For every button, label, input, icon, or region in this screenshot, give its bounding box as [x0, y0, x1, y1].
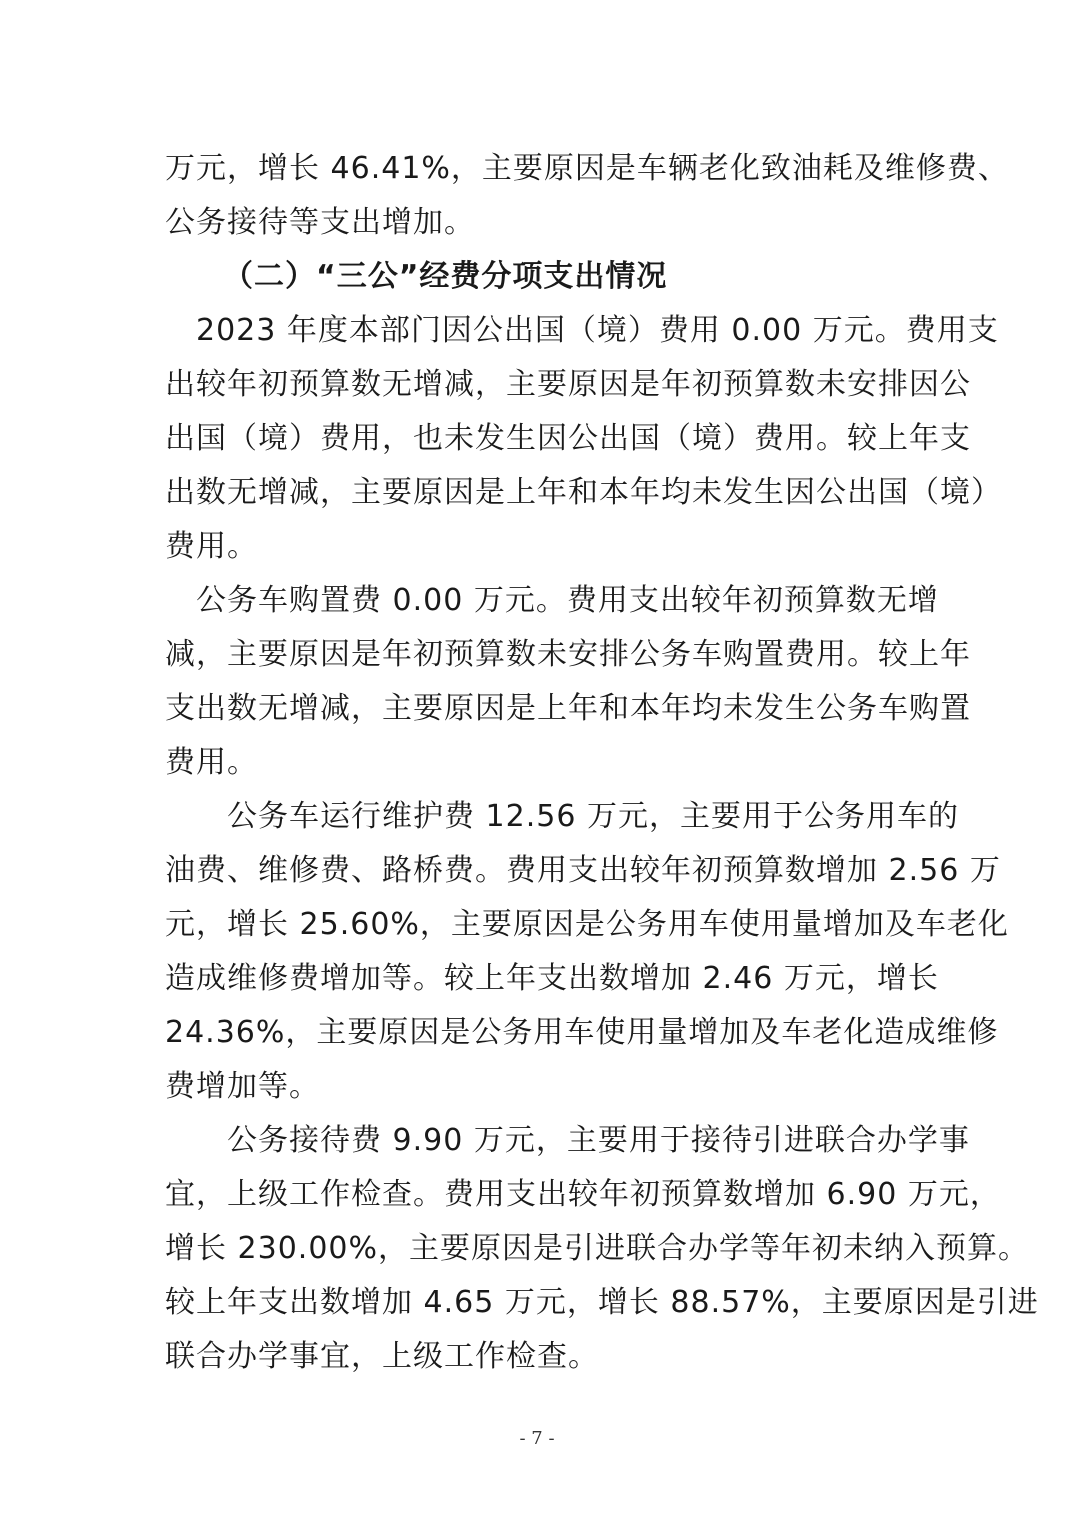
- text-line: 公务接待费 9.90 万元，主要用于接待引进联合办学事: [165, 1123, 970, 1158]
- paragraph-continuation: [165, 142, 1009, 250]
- text-line: 元，增长 25.60%，主要原因是公务用车使用量增加及车老化: [165, 907, 1009, 942]
- section-heading: （二）“三公”经费分项支出情况: [223, 259, 668, 294]
- text-line: 联合办学事宜，上级工作检查。: [165, 1339, 599, 1374]
- text-line: 公务接待等支出增加。: [165, 205, 475, 240]
- page-number: - 7 -: [519, 1428, 555, 1449]
- text-line: 出数无增减，主要原因是上年和本年均未发生因公出国（境）: [165, 475, 1002, 510]
- text-line: 支出数无增减，主要原因是上年和本年均未发生公务车购置: [165, 691, 971, 726]
- text-line: 费增加等。: [165, 1069, 320, 1104]
- text-line: 油费、维修费、路桥费。费用支出较年初预算数增加 2.56 万: [165, 853, 1001, 888]
- paragraph-official-reception: [165, 1114, 1039, 1384]
- text-line: 较上年支出数增加 4.65 万元，增长 88.57%，主要原因是引进: [165, 1285, 1039, 1320]
- text-line: 24.36%，主要原因是公务用车使用量增加及车老化造成维修: [165, 1015, 999, 1050]
- paragraph-vehicle-maintenance: [165, 790, 1009, 1114]
- paragraph-travel-abroad: [165, 304, 1002, 574]
- paragraph-vehicle-purchase: [165, 574, 971, 790]
- text-line: 增长 230.00%，主要原因是引进联合办学等年初未纳入预算。: [165, 1231, 1030, 1266]
- text-line: 费用。: [165, 745, 258, 780]
- text-line: 公务车购置费 0.00 万元。费用支出较年初预算数无增: [165, 583, 939, 618]
- text-line: 造成维修费增加等。较上年支出数增加 2.46 万元，增长: [165, 961, 939, 996]
- document-body: [165, 142, 1039, 1384]
- text-line: 出较年初预算数无增减，主要原因是年初预算数未安排因公: [165, 367, 971, 402]
- text-line: 出国（境）费用，也未发生因公出国（境）费用。较上年支: [165, 421, 971, 456]
- text-line: 减，主要原因是年初预算数未安排公务车购置费用。较上年: [165, 637, 971, 672]
- text-line: 2023 年度本部门因公出国（境）费用 0.00 万元。费用支: [165, 313, 999, 348]
- text-line: 宜，上级工作检查。费用支出较年初预算数增加 6.90 万元，: [165, 1177, 1001, 1212]
- text-line: 公务车运行维护费 12.56 万元，主要用于公务用车的: [165, 799, 959, 834]
- text-line: 费用。: [165, 529, 258, 564]
- text-line: 万元，增长 46.41%，主要原因是车辆老化致油耗及维修费、: [165, 151, 1009, 186]
